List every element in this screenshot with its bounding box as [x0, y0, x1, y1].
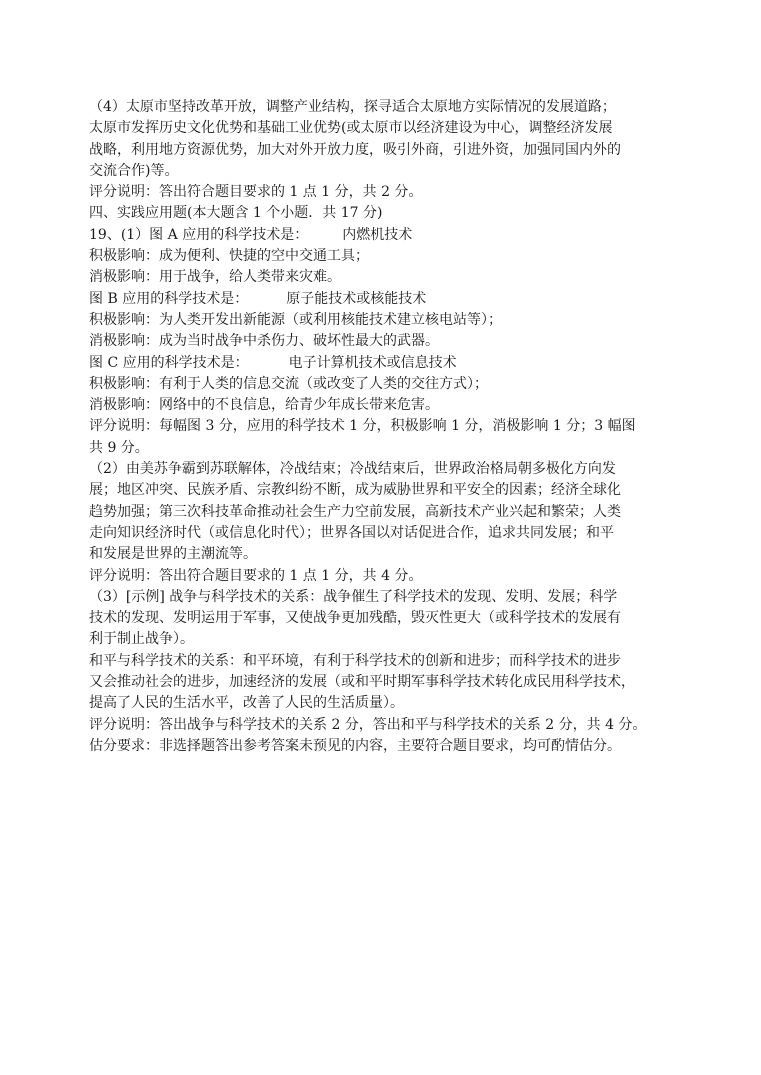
- answer-key-text: [89, 97, 679, 757]
- text-line: 积极影响：成为便利、快捷的空中交通工具；: [89, 248, 369, 265]
- question-label: 19、(1）图 A 应用的科学技术是：: [89, 226, 309, 243]
- text-line: 利于制止战争）。: [89, 631, 194, 648]
- text-line: 消极影响：用于战争，给人类带来灾难。: [89, 269, 341, 286]
- text-line: 和发展是世界的主潮流等。: [89, 546, 257, 563]
- text-line: 和平与科学技术的关系：和平环境，有利于科学技术的创新和进步；而科学技术的进步: [89, 652, 621, 669]
- text-line: （4）太原市坚持改革开放，调整产业结构，探寻适合太原地方实际情况的发展道路；: [89, 99, 616, 115]
- text-line: [89, 353, 679, 374]
- text-line: 共 9 分。: [89, 439, 149, 456]
- text-line: （3）[示例] 战争与科学技术的关系：战争催生了科学技术的发现、发明、发展；科学: [89, 588, 618, 605]
- question-label: 图 C 应用的科学技术是：: [89, 354, 249, 371]
- text-line: 评分说明：答出战争与科学技术的关系 2 分，答出和平与科学技术的关系 2 分，共 4 分。: [89, 716, 647, 733]
- text-line: 走向知识经济时代（或信息化时代）；世界各国以对话促进合作，追求共同发展；和平: [89, 524, 614, 541]
- answer-c: 电子计算机技术或信息技术: [288, 354, 457, 371]
- text-line: 太原市发挥历史文化优势和基础工业优势(或太原市以经济建设为中心，调整经济发展: [89, 120, 613, 137]
- text-line: 又会推动社会的进步，加速经济的发展（或和平时期军事科学技术转化成民用科学技术，: [89, 674, 635, 691]
- text-line: 积极影响：为人类开发出新能源（或利用核能技术建立核电站等）；: [89, 311, 502, 328]
- text-line: 评分说明：答出符合题目要求的 1 点 1 分，共 2 分。: [89, 184, 423, 201]
- text-line: 战略，利用地方资源优势，加大对外开放力度，吸引外商，引进外资，加强同国内外的: [89, 141, 621, 158]
- text-line: 交流合作)等。: [89, 162, 179, 179]
- text-line: 趋势加强；第三次科技革命推动社会生产力空前发展，高新技术产业兴起和繁荣；人类: [89, 503, 621, 520]
- text-line: 提高了人民的生活水平，改善了人民的生活质量）。: [89, 695, 404, 712]
- text-line: 积极影响：有利于人类的信息交流（或改变了人类的交往方式）；: [89, 375, 488, 392]
- text-line: 消极影响：网络中的不良信息，给青少年成长带来危害。: [89, 397, 439, 414]
- text-line: 消极影响：成为当时战争中杀伤力、破坏性最大的武器。: [89, 333, 439, 350]
- text-line: 评分说明：每幅图 3 分，应用的科学技术 1 分，积极影响 1 分，消极影响 1 分；3 幅图: [89, 418, 636, 435]
- text-line: （2）由美苏争霸到苏联解体，冷战结束；冷战结束后，世界政治格局朝多极化方向发: [89, 461, 616, 478]
- answer-a: 内燃机技术: [342, 226, 413, 243]
- text-line: 展；地区冲突、民族矛盾、宗教纠纷不断，成为威胁世界和平安全的因素；经济全球化: [89, 482, 621, 499]
- answer-b: 原子能技术或核能技术: [286, 290, 427, 307]
- text-line: 估分要求：非选择题答出参考答案未预见的内容，主要符合题目要求，均可酌情估分。: [89, 737, 621, 754]
- question-label: 图 B 应用的科学技术是：: [89, 290, 249, 307]
- text-line: [89, 225, 679, 246]
- text-line: [89, 289, 679, 310]
- text-line: 评分说明：答出符合题目要求的 1 点 1 分，共 4 分。: [89, 567, 423, 584]
- section-heading: 四、实践应用题(本大题含 1 个小题．共 17 分): [89, 205, 383, 222]
- text-line: 技术的发现、发明运用于军事，又使战争更加残酷，毁灭性更大（或科学技术的发展有: [89, 610, 621, 627]
